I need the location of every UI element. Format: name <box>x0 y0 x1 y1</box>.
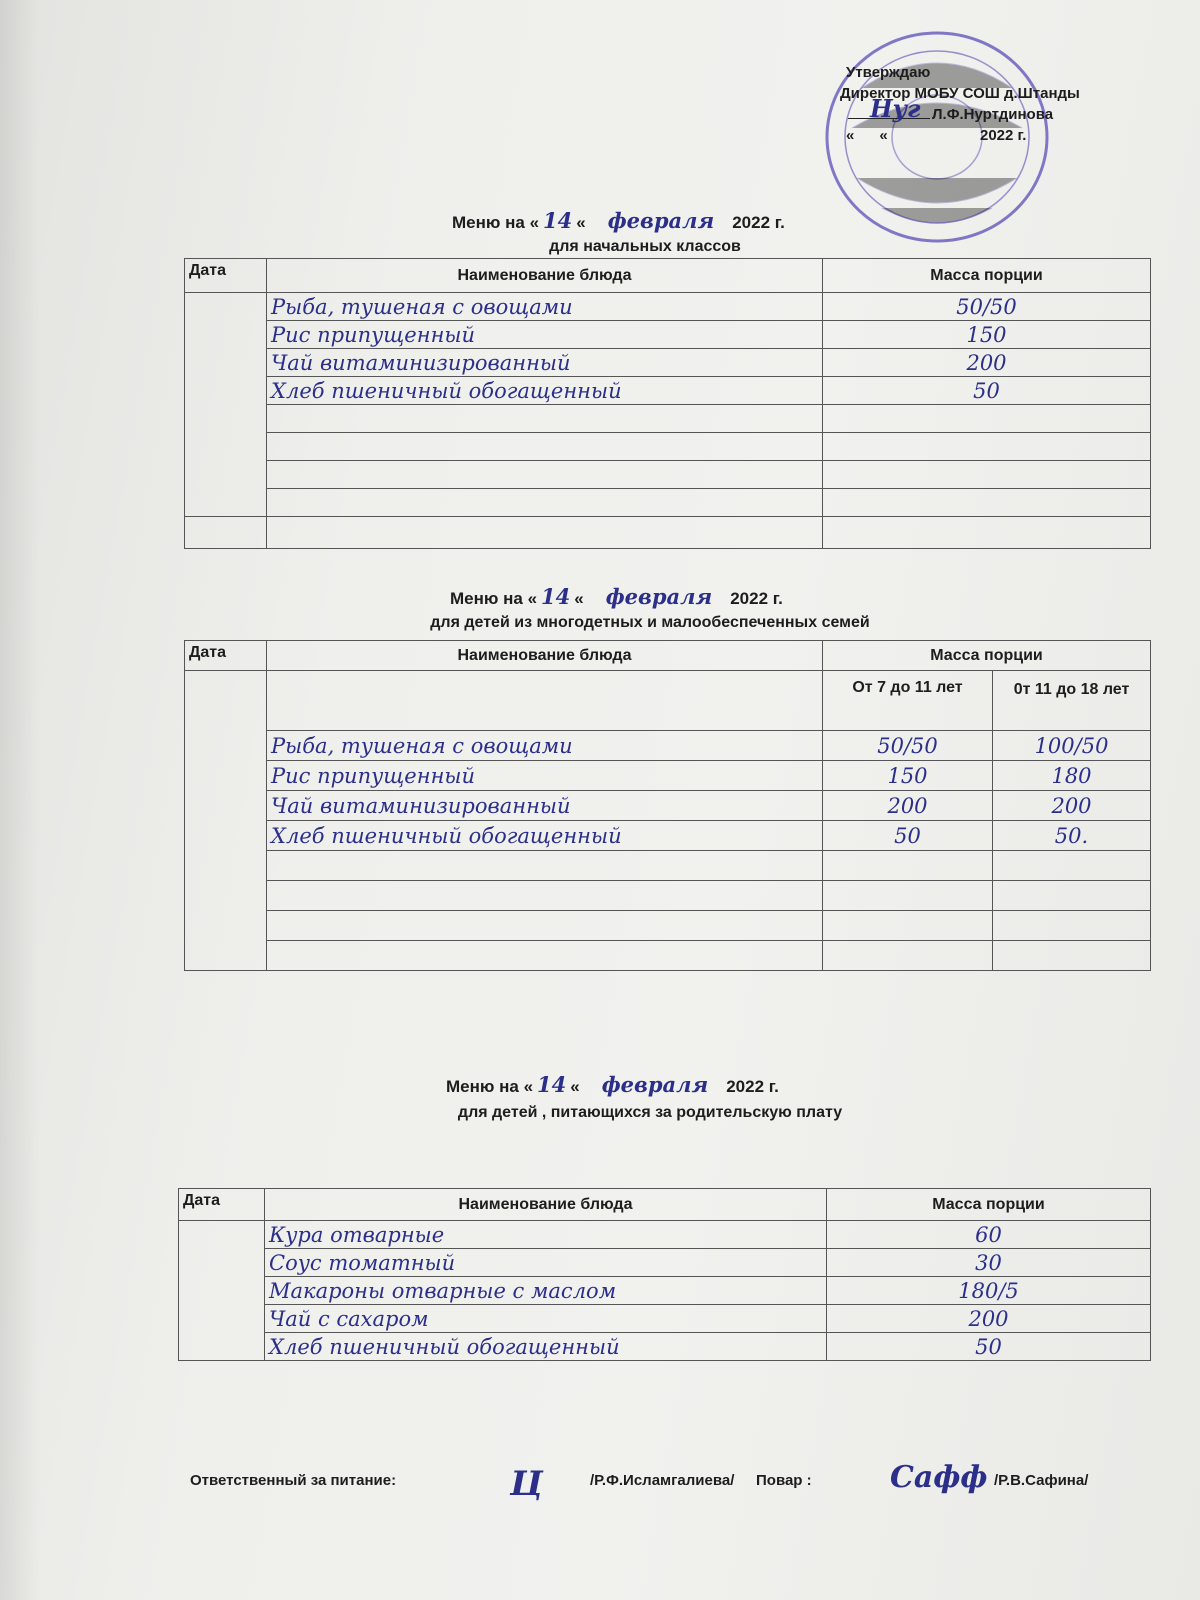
menu-2-row-1-mass-7-11: 50/50 <box>823 731 993 761</box>
cook-label: Повар : <box>756 1472 812 1489</box>
table-row-empty <box>185 489 1151 517</box>
menu-1-row-4-dish: Хлеб пшеничный обогащенный <box>267 377 823 405</box>
menu-3-header-date: Дата <box>179 1189 265 1221</box>
table-row-empty <box>185 461 1151 489</box>
menu-2-month: февраля <box>605 584 713 609</box>
menu-2-row-4-mass-7-11: 50 <box>823 821 993 851</box>
menu-3-row-2-dish: Соус томатный <box>265 1249 827 1277</box>
approval-date-line <box>840 125 1180 146</box>
menu-2-header-dish: Наименование блюда <box>267 641 823 671</box>
menu-2-row-3-mass-11-18: 200 <box>993 791 1151 821</box>
approval-director-title: Директор МОБУ СОШ д.Штанды <box>840 85 1080 102</box>
menu-1-mid-quote: « <box>576 213 586 232</box>
menu-2-age-row-dish-blank <box>267 671 823 731</box>
menu-3-table <box>178 1188 1151 1361</box>
table-row <box>179 1249 1151 1277</box>
menu-3-row-1-dish: Кура отварные <box>265 1221 827 1249</box>
table-row <box>185 321 1151 349</box>
menu-2-date-cell <box>185 671 267 971</box>
table-row-empty <box>185 851 1151 881</box>
menu-3-title-prefix: Меню на « <box>446 1077 534 1096</box>
menu-2-title <box>450 584 783 609</box>
menu-3-subtitle: для детей , питающихся за родительскую плату <box>457 1104 843 1121</box>
menu-2-row-3-dish: Чай витаминизированный <box>267 791 823 821</box>
paper-edge-shadow <box>0 0 40 1600</box>
table-row-empty <box>185 433 1151 461</box>
table-row <box>185 821 1151 851</box>
menu-3-row-5-mass: 50 <box>827 1333 1151 1361</box>
menu-3-header-mass: Масса порции <box>827 1189 1151 1221</box>
table-row <box>179 1277 1151 1305</box>
menu-3-year: 2022 г. <box>726 1077 779 1096</box>
menu-1-row-3-dish: Чай витаминизированный <box>267 349 823 377</box>
cook-signature: Сафф <box>890 1460 988 1495</box>
menu-1-day: 14 <box>543 208 573 233</box>
menu-3-row-2-mass: 30 <box>827 1249 1151 1277</box>
menu-2-mid-quote: « <box>574 589 584 608</box>
menu-2-row-2-mass-11-18: 180 <box>993 761 1151 791</box>
menu-1-row-2-mass: 150 <box>823 321 1151 349</box>
table-row <box>179 1333 1151 1361</box>
table-row <box>185 349 1151 377</box>
approval-block <box>840 62 1180 146</box>
cook-name: /Р.В.Сафина/ <box>994 1472 1089 1489</box>
menu-1-subtitle: для начальных классов <box>549 238 741 255</box>
menu-3-day: 14 <box>537 1072 567 1097</box>
table-row <box>185 761 1151 791</box>
menu-2-header-row <box>185 641 1151 671</box>
menu-3-row-4-dish: Чай с сахаром <box>265 1305 827 1333</box>
menu-2-header-age-7-11: От 7 до 11 лет <box>823 671 993 731</box>
menu-3-row-3-dish: Макароны отварные с маслом <box>265 1277 827 1305</box>
menu-3-mid-quote: « <box>570 1077 580 1096</box>
menu-2-row-1-mass-11-18: 100/50 <box>993 731 1151 761</box>
menu-2-row-4-dish: Хлеб пшеничный обогащенный <box>267 821 823 851</box>
table-row <box>185 377 1151 405</box>
table-row <box>185 293 1151 321</box>
menu-2-row-2-mass-7-11: 150 <box>823 761 993 791</box>
menu-1-row-3-mass: 200 <box>823 349 1151 377</box>
menu-3-row-3-mass: 180/5 <box>827 1277 1151 1305</box>
menu-2-row-4-mass-11-18: 50. <box>993 821 1151 851</box>
menu-3-header-dish: Наименование блюда <box>265 1189 827 1221</box>
menu-2-year: 2022 г. <box>730 589 783 608</box>
table-row <box>185 731 1151 761</box>
approval-date-quotes: « « <box>846 127 888 144</box>
table-row <box>179 1221 1151 1249</box>
responsible-signature: Ц <box>510 1464 543 1504</box>
menu-1-header-mass: Масса порции <box>823 259 1151 293</box>
menu-3-date-cell <box>179 1221 265 1361</box>
menu-1-table <box>184 258 1151 549</box>
menu-2-header-date: Дата <box>185 641 267 671</box>
table-row-empty <box>185 405 1151 433</box>
menu-1-header-date: Дата <box>185 259 267 293</box>
menu-3-title <box>446 1072 779 1097</box>
table-row-empty <box>185 517 1151 549</box>
table-row <box>179 1305 1151 1333</box>
menu-2-subtitle: для детей из многодетных и малообеспеченных семей <box>430 614 870 631</box>
menu-1-header-row <box>185 259 1151 293</box>
menu-2-age-row <box>185 671 1151 731</box>
menu-2-header-mass: Масса порции <box>823 641 1151 671</box>
table-row <box>185 791 1151 821</box>
menu-1-title <box>452 208 785 233</box>
menu-1-year: 2022 г. <box>732 213 785 232</box>
menu-1-row-1-mass: 50/50 <box>823 293 1151 321</box>
table-row-empty <box>185 911 1151 941</box>
menu-1-title-prefix: Меню на « <box>452 213 540 232</box>
menu-1-row-4-mass: 50 <box>823 377 1151 405</box>
table-row-empty <box>185 941 1151 971</box>
menu-3-row-4-mass: 200 <box>827 1305 1151 1333</box>
director-name: Л.Ф.Нуртдинова <box>932 106 1054 123</box>
menu-1-row-1-dish: Рыба, тушеная с овощами <box>267 293 823 321</box>
approval-year: 2022 г. <box>980 127 1027 144</box>
responsible-name: /Р.Ф.Исламгалиева/ <box>590 1472 735 1489</box>
menu-2-row-2-dish: Рис припущенный <box>267 761 823 791</box>
menu-1-row-2-dish: Рис припущенный <box>267 321 823 349</box>
menu-3-month: февраля <box>601 1072 709 1097</box>
menu-1-month: февраля <box>607 208 715 233</box>
menu-2-header-age-11-18: 0т 11 до 18 лет <box>993 671 1151 731</box>
responsible-label: Ответственный за питание: <box>190 1472 397 1489</box>
menu-3-row-5-dish: Хлеб пшеничный обогащенный <box>265 1333 827 1361</box>
approval-heading: Утверждаю <box>846 64 931 81</box>
menu-3-row-1-mass: 60 <box>827 1221 1151 1249</box>
menu-2-table <box>184 640 1151 971</box>
menu-2-row-3-mass-7-11: 200 <box>823 791 993 821</box>
menu-2-day: 14 <box>541 584 571 609</box>
table-row-empty <box>185 881 1151 911</box>
menu-1-header-dish: Наименование блюда <box>267 259 823 293</box>
menu-2-title-prefix: Меню на « <box>450 589 538 608</box>
approval-signature-line <box>840 94 1180 125</box>
menu-2-row-1-dish: Рыба, тушеная с овощами <box>267 731 823 761</box>
menu-3-header-row <box>179 1189 1151 1221</box>
director-signature: Нуг <box>870 94 921 123</box>
menu-1-date-cell <box>185 293 267 517</box>
